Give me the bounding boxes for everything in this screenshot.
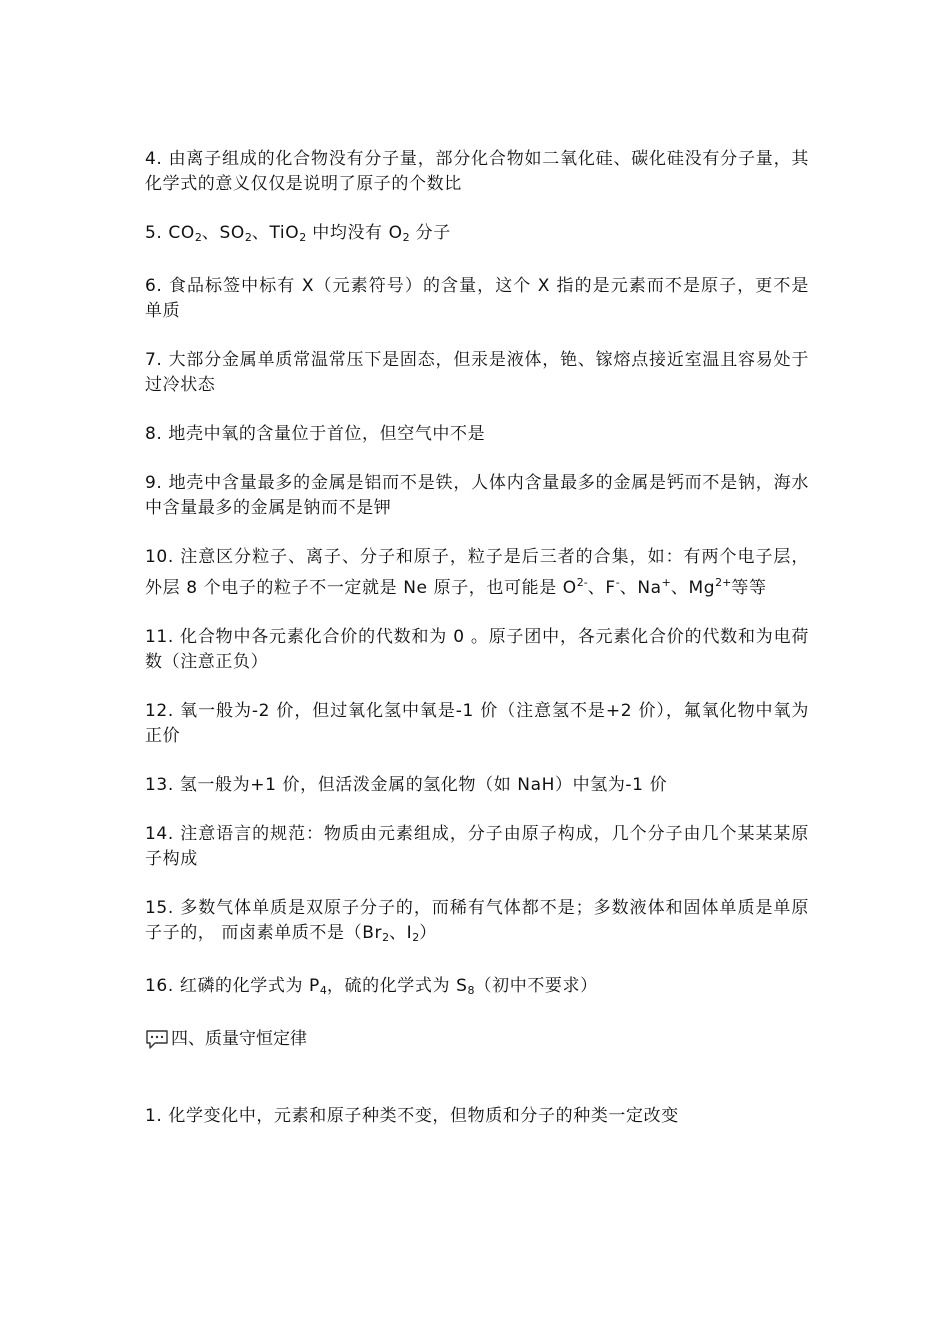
item-9: 9. 地壳中含量最多的金属是铝而不是铁，人体内含量最多的金属是钙而不是钠，海水中含量最多的金属是钠而不是钾 <box>145 473 809 518</box>
text-run: 、Mg <box>670 578 716 598</box>
text-run: 5. CO <box>145 223 195 243</box>
item-10 <box>145 545 809 601</box>
item-8: 8. 地壳中氧的含量位于首位，但空气中不是 <box>145 424 486 444</box>
subscript: 2 <box>194 231 202 244</box>
subscript: 2 <box>382 931 390 944</box>
text-run: 、F <box>587 578 616 598</box>
item-11: 11. 化合物中各元素化合价的代数和为 0 。原子团中，各元素化合价的代数和为电荷数（注意正负） <box>145 627 809 672</box>
item-5 <box>145 221 809 250</box>
text-run: 中均没有 O <box>306 223 403 243</box>
superscript: 2+ <box>715 576 732 589</box>
subscript: 8 <box>467 984 475 997</box>
text-run: 16. 红磷的化学式为 P <box>145 976 320 996</box>
superscript: 2- <box>576 576 588 589</box>
superscript: - <box>615 576 620 589</box>
text-run: ，硫的化学式为 S <box>326 976 468 996</box>
subscript: 2 <box>299 231 307 244</box>
item-15 <box>145 896 809 950</box>
section-title: 四、质量守恒定律 <box>171 1029 307 1049</box>
subscript: 2 <box>244 231 252 244</box>
subscript: 2 <box>412 931 420 944</box>
item-14: 14. 注意语言的规范：物质由元素组成，分子由原子构成，几个分子由几个某某某原子构成 <box>145 824 809 869</box>
item-6: 6. 食品标签中标有 X（元素符号）的含量，这个 X 指的是元素而不是原子，更不是单质 <box>145 276 809 321</box>
superscript: + <box>661 576 671 589</box>
text-run: 、TiO <box>251 223 300 243</box>
text-run: 、I <box>389 923 413 943</box>
text-run: （初中不要求） <box>474 976 598 996</box>
item-7: 7. 大部分金属单质常温常压下是固态，但汞是液体，铯、镓熔点接近室温且容易处于过冷状态 <box>145 350 809 395</box>
subscript: 4 <box>319 984 327 997</box>
text-run: 15. 多数气体单质是双原子分子的，而稀有气体都不是；多数液体和固体单质是单原子子的， 而卤素单质不是（Br <box>145 898 809 943</box>
item-4: 4. 由离子组成的化合物没有分子量，部分化合物如二氧化硅、碳化硅没有分子量，其化学式的意义仅仅是说明了原子的个数比 <box>145 149 809 194</box>
item-16 <box>145 974 809 1003</box>
document-page <box>145 147 809 1129</box>
subscript: 2 <box>402 231 410 244</box>
text-run: ） <box>419 923 437 943</box>
text-run: 、Na <box>619 578 662 598</box>
section-heading <box>145 1027 809 1052</box>
text-run: 等等 <box>731 578 767 598</box>
law-item-1: 1. 化学变化中，元素和原子种类不变，但物质和分子的种类一定改变 <box>145 1106 679 1126</box>
item-12: 12. 氧一般为-2 价，但过氧化氢中氧是-1 价（注意氢不是+2 价），氟氧化物中氧为正价 <box>145 701 809 746</box>
text-run: 10. 注意区分粒子、离子、分子和原子，粒子是后三者的合集，如：有两个电子层，外层 8 个电子的粒子不一定就是 Ne 原子，也可能是 O <box>145 547 809 598</box>
item-13: 13. 氢一般为+1 价，但活泼金属的氢化物（如 NaH）中氢为-1 价 <box>145 775 668 795</box>
text-run: 分子 <box>409 223 451 243</box>
text-run: 、SO <box>201 223 245 243</box>
comment-icon <box>145 1029 169 1051</box>
